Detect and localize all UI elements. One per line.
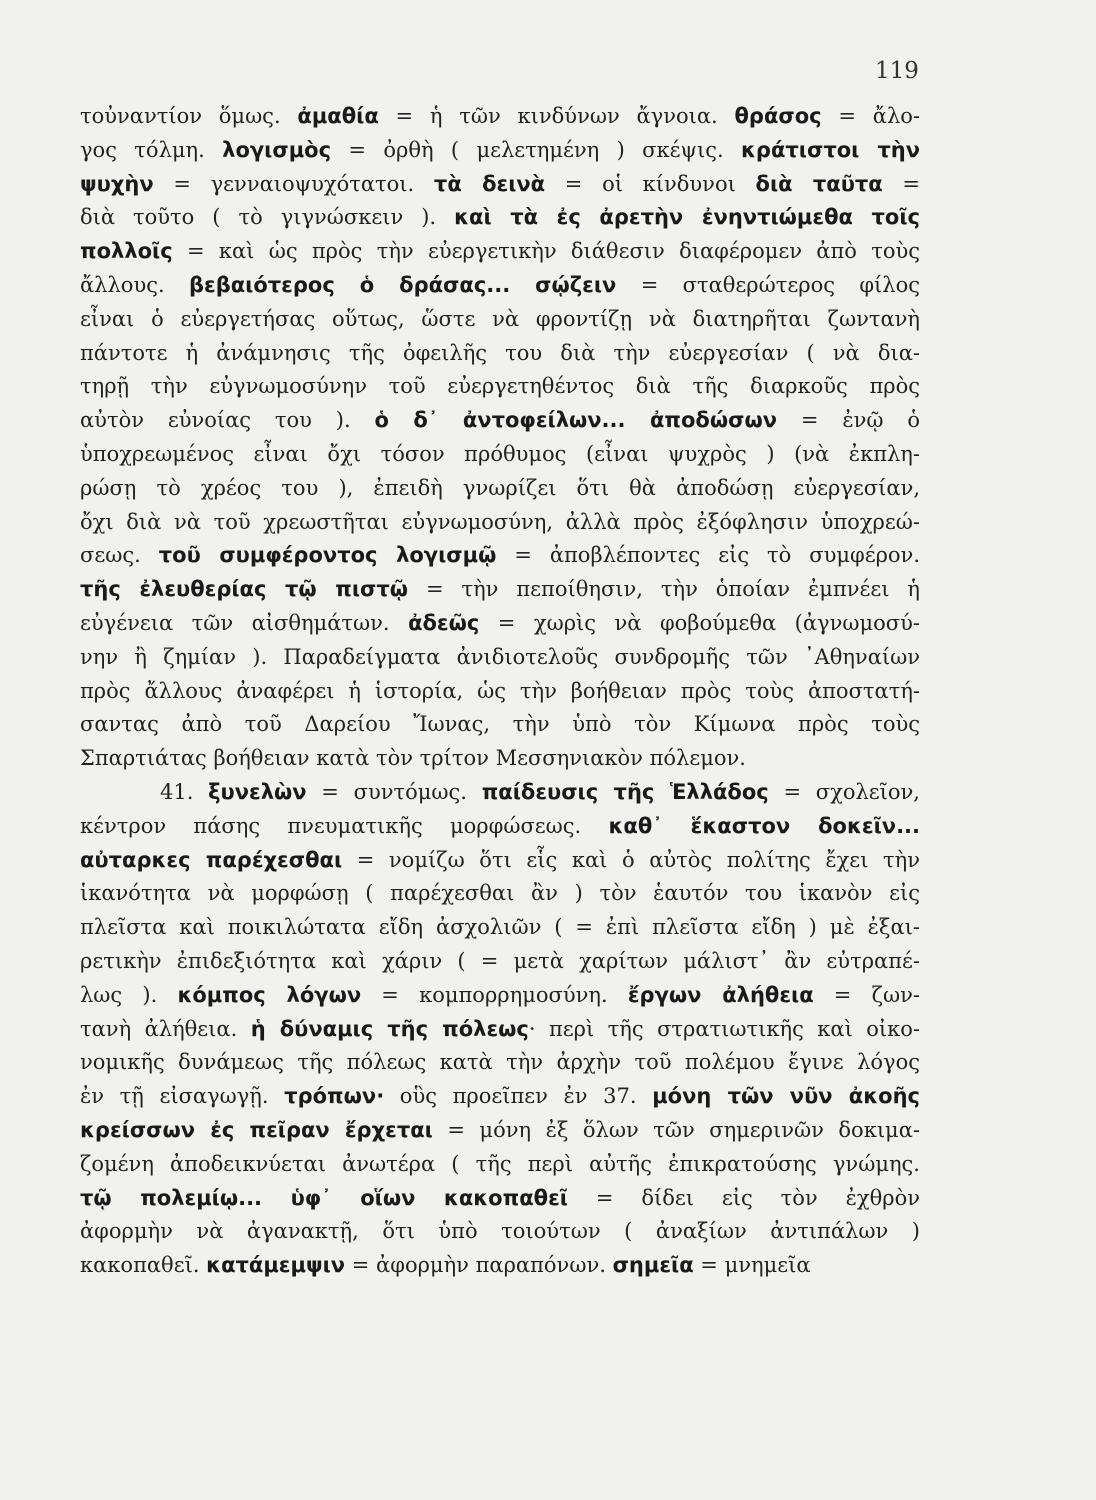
- text-line: [80, 607, 920, 641]
- text-line: [80, 742, 920, 776]
- gloss-text: = ἀποβλέποντες εἰς τὸ συμφέρον.: [496, 543, 920, 568]
- text-line: [80, 877, 920, 911]
- bold-lemma: κράτιστοι τὴν: [741, 137, 920, 162]
- gloss-text: = γενναιοψυχότατοι.: [153, 171, 434, 196]
- bold-lemma: πολλοῖς: [80, 239, 173, 264]
- text-line: [80, 168, 920, 202]
- gloss-text: εἶναι ὁ εὐεργετήσας οὕτως, ὥστε νὰ φροντίζῃ νὰ διατηρῆται ζωντανὴ: [80, 306, 920, 331]
- text-line: [80, 100, 920, 134]
- bold-lemma: μόνη τῶν νῦν ἀκοῆς: [652, 1084, 920, 1109]
- gloss-text: =: [882, 171, 921, 196]
- gloss-text: = δίδει εἰς τὸν ἐχθρὸν: [567, 1185, 920, 1210]
- bold-lemma: ἔργων ἀλήθεια: [627, 982, 814, 1007]
- text-line: [80, 438, 920, 472]
- text-line: [80, 1249, 920, 1283]
- text-line: [80, 370, 920, 404]
- gloss-text: · περὶ τῆς στρατιωτικῆς καὶ οἰκο-: [528, 1016, 920, 1041]
- text-line: [80, 708, 920, 742]
- bold-lemma: σημεῖα: [612, 1253, 694, 1278]
- gloss-text: πρὸς ἄλλους ἀναφέρει ἡ ἱστορία, ὡς τὴν βοήθειαν πρὸς τοὺς ἀποστατή-: [80, 678, 920, 703]
- bold-lemma: ὁ δ᾽ ἀντοφείλων... ἀποδώσων: [374, 408, 778, 433]
- text-line: [80, 269, 920, 303]
- bold-lemma: τρόπων·: [284, 1084, 385, 1109]
- gloss-text: διὰ τοῦτο ( τὸ γιγνώσκειν ).: [80, 205, 455, 230]
- text-line: [80, 539, 920, 573]
- bold-lemma: τῷ πολεμίῳ... ὑφ᾽ οἵων κακοπαθεῖ: [80, 1185, 568, 1210]
- gloss-text: = τὴν πεποίθησιν, τὴν ὁποίαν ἐμπνέει ἡ: [408, 577, 920, 602]
- gloss-text: ρετικὴν ἐπιδεξιότητα καὶ χάριν ( = μετὰ χαρίτων μάλιστ᾽ ἂν εὐτραπέ-: [80, 948, 920, 973]
- bold-lemma: ξυνελὼν: [208, 779, 307, 804]
- gloss-text: ὑποχρεωμένος εἶναι ὄχι τόσον πρόθυμος (εἶναι ψυχρὸς ) (νὰ ἐκπλη-: [80, 441, 920, 466]
- text-line: [80, 201, 920, 235]
- text-line: [80, 641, 920, 675]
- bold-lemma: ψυχὴν: [80, 171, 154, 196]
- bold-lemma: τὰ δεινὰ: [433, 171, 546, 196]
- text-line: [80, 1182, 920, 1216]
- gloss-text: τηρῇ τὴν εὐγνωμοσύνην τοῦ εὐεργετηθέντος διὰ τῆς διαρκοῦς πρὸς: [80, 374, 920, 399]
- text-line: [80, 979, 920, 1013]
- bold-lemma: κατάμεμψιν: [206, 1253, 346, 1278]
- gloss-text: γος τόλμη.: [80, 137, 223, 162]
- bold-lemma: θράσος: [734, 104, 822, 128]
- text-line: [80, 472, 920, 506]
- text-line: [80, 945, 920, 979]
- bold-lemma: αὐταρκες παρέχεσθαι: [80, 847, 343, 872]
- gloss-text: = ἄλο-: [821, 104, 920, 128]
- gloss-text: = κομπορρημοσύνη.: [361, 982, 628, 1007]
- bold-lemma: ἡ δύναμις τῆς πόλεως: [250, 1016, 529, 1041]
- gloss-text: σαντας ἀπὸ τοῦ Δαρείου Ἴωνας, τὴν ὑπὸ τὸν Κίμωνα πρὸς τοὺς: [80, 712, 920, 737]
- text-line: [80, 1215, 920, 1249]
- text-line: [80, 1046, 920, 1080]
- text-line: [80, 404, 920, 438]
- bold-lemma: λογισμὸς: [222, 137, 332, 162]
- text-line: [80, 1114, 920, 1148]
- gloss-text: Σπαρτιάτας βοήθειαν κατὰ τὸν τρίτον Μεσσηνιακὸν πόλεμον.: [80, 746, 746, 771]
- text-line: [80, 1013, 920, 1047]
- bold-lemma: ἀδεῶς: [408, 610, 480, 635]
- gloss-text: ἄλλους.: [80, 272, 189, 297]
- text-line: [80, 810, 920, 844]
- gloss-text: κέντρον πάσης πνευματικῆς μορφώσεως.: [80, 813, 609, 838]
- gloss-text: αὐτὸν εὐνοίας του ).: [80, 408, 375, 433]
- text-line: [80, 675, 920, 709]
- text-line: [80, 235, 920, 269]
- gloss-text: ἀφορμὴν νὰ ἀγανακτῇ, ὅτι ὑπὸ τοιούτων ( ἀναξίων ἀντιπάλων ): [80, 1219, 920, 1244]
- text-line: [80, 911, 920, 945]
- gloss-text: νην ἢ ζημίαν ). Παραδείγματα ἀνιδιοτελοῦς συνδρομῆς τῶν ᾿Αθηναίων: [80, 644, 920, 669]
- gloss-text: = ὀρθὴ ( μελετημένη ) σκέψις.: [331, 137, 742, 162]
- gloss-text: = οἱ κίνδυνοι: [545, 171, 756, 196]
- text-line: [80, 776, 920, 810]
- gloss-text: = σταθερώτερος φίλος: [616, 272, 920, 297]
- gloss-text: ζομένη ἀποδεικνύεται ἀνωτέρα ( τῆς περὶ αὐτῆς ἐπικρατούσης γνώμης.: [80, 1151, 920, 1176]
- bold-lemma: κόμπος λόγων: [177, 982, 362, 1007]
- bold-lemma: καὶ τὰ ἐς ἀρετὴν ἐνηντιώμεθα τοῖς: [454, 205, 920, 230]
- gloss-text: ρώσῃ τὸ χρέος του ), ἐπειδὴ γνωρίζει ὅτι θὰ ἀποδώσῃ εὐεργεσίαν,: [80, 475, 920, 500]
- gloss-text: λως ).: [80, 982, 178, 1007]
- gloss-text: τοὐναντίον ὅμως.: [80, 104, 298, 128]
- gloss-text: = ἀφορμὴν παραπόνων.: [345, 1253, 613, 1278]
- gloss-text: νομικῆς δυνάμεως τῆς πόλεως κατὰ τὴν ἀρχὴν τοῦ πολέμου ἔγινε λόγος: [80, 1050, 920, 1075]
- gloss-text: σεως.: [80, 543, 159, 568]
- text-line: [80, 573, 920, 607]
- gloss-text: ὄχι διὰ νὰ τοῦ χρεωστῆται εὐγνωμοσύνη, ἀλλὰ πρὸς ἐξόφλησιν ὑποχρεώ-: [80, 509, 920, 534]
- text-line: [80, 1148, 920, 1182]
- gloss-text: = ζων-: [813, 982, 920, 1007]
- bold-lemma: τοῦ συμφέροντος λογισμῷ: [158, 543, 497, 568]
- text-line: [80, 303, 920, 337]
- bold-lemma: διὰ ταῦτα: [755, 171, 883, 196]
- gloss-text: οὓς προεῖπεν ἐν 37.: [384, 1084, 653, 1109]
- gloss-text: εὐγένεια τῶν αἰσθημάτων.: [80, 610, 409, 635]
- gloss-text: πάντοτε ἡ ἀνάμνησις τῆς ὀφειλῆς του διὰ τὴν εὐεργεσίαν ( νὰ δια-: [80, 340, 920, 365]
- commentary-text: [80, 100, 920, 1283]
- text-line: [80, 1080, 920, 1114]
- gloss-text: = καὶ ὡς πρὸς τὴν εὐεργετικὴν διάθεσιν διαφέρομεν ἀπὸ τοὺς: [172, 239, 920, 264]
- gloss-text: κακοπαθεῖ.: [80, 1253, 207, 1278]
- page-number: 119: [875, 58, 919, 84]
- text-line: [80, 134, 920, 168]
- gloss-text: = σχολεῖον,: [768, 779, 920, 804]
- gloss-text: = συντόμως.: [306, 779, 482, 804]
- gloss-text: τανὴ ἀλήθεια.: [80, 1016, 251, 1041]
- gloss-text: = ἐνῷ ὁ: [777, 408, 920, 433]
- gloss-text: 41.: [160, 779, 209, 804]
- gloss-text: = νομίζω ὅτι εἷς καὶ ὁ αὐτὸς πολίτης ἔχει τὴν: [342, 847, 920, 872]
- gloss-text: = χωρὶς νὰ φοβούμεθα (ἀγνωμοσύ-: [479, 610, 920, 635]
- gloss-text: = μόνη ἐξ ὅλων τῶν σημερινῶν δοκιμα-: [432, 1117, 920, 1142]
- text-line: [80, 844, 920, 878]
- gloss-text: = μνημεῖα: [693, 1253, 811, 1278]
- gloss-text: πλεῖστα καὶ ποικιλώτατα εἴδη ἀσχολιῶν ( = ἐπὶ πλεῖστα εἴδη ) μὲ ἐξαι-: [80, 915, 920, 940]
- bold-lemma: κρείσσων ἐς πεῖραν ἔρχεται: [80, 1117, 433, 1142]
- gloss-text: ἱκανότητα νὰ μορφώσῃ ( παρέχεσθαι ἂν ) τὸν ἑαυτόν του ἱκανὸν εἰς: [80, 881, 920, 906]
- text-line: [80, 506, 920, 540]
- bold-lemma: ἀμαθία: [297, 104, 379, 128]
- bold-lemma: παίδευσις τῆς Ἑλλάδος: [481, 779, 769, 804]
- bold-lemma: καθ᾽ ἕκαστον δοκεῖν...: [608, 813, 920, 838]
- bold-lemma: τῆς ἐλευθερίας τῷ πιστῷ: [80, 577, 409, 602]
- bold-lemma: βεβαιότερος ὁ δράσας... σῴζειν: [188, 272, 617, 297]
- gloss-text: ἐν τῇ εἰσαγωγῇ.: [80, 1084, 285, 1109]
- gloss-text: = ἡ τῶν κινδύνων ἄγνοια.: [378, 104, 735, 128]
- text-line: [80, 337, 920, 371]
